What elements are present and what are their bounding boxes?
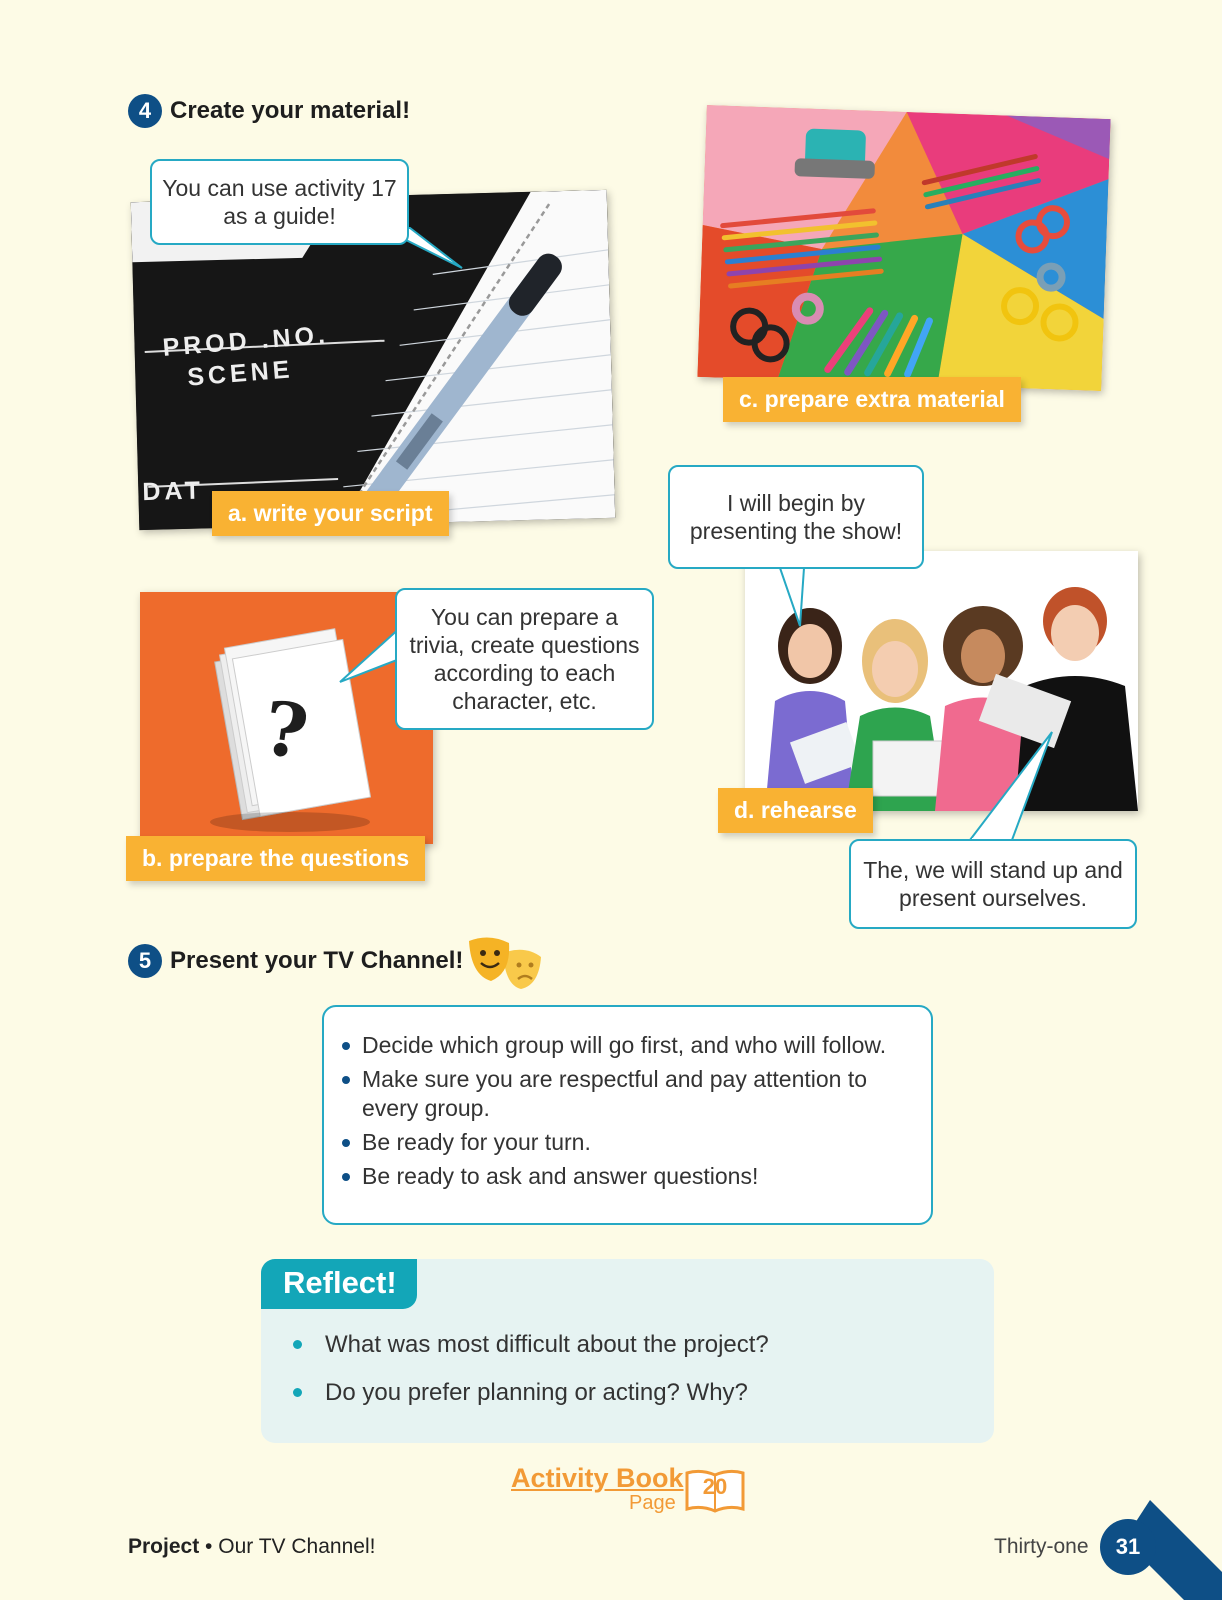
reflect-question: What was most difficult about the project? [291,1331,769,1359]
clapper-scene-text: SCENE [186,355,295,392]
activity-book-page-word: Page [629,1492,676,1514]
speech-bubble-begin: I will begin by presenting the show! [668,465,924,569]
footer-project-title: Our TV Channel! [218,1535,376,1558]
section-4-header [128,94,410,128]
reflect-title: Reflect! [261,1259,417,1309]
list-item: Decide which group will go first, and who will follow. [340,1031,911,1060]
step-number-badge: 4 [128,94,162,128]
speech-bubble-guide: You can use activity 17 as a guide! [150,159,409,245]
present-instructions-box [322,1005,933,1225]
footer-project-line [128,1535,375,1559]
clapper-date-text: DAT [142,476,205,507]
activity-book-label: Activity Book [511,1463,684,1493]
label-extra-material: c. prepare extra material [723,377,1021,422]
activity-book-page-number: 20 [702,1474,728,1499]
label-rehearse: d. rehearse [718,788,873,833]
section-5-title: Present your TV Channel! [170,947,464,974]
list-item: Be ready for your turn. [340,1128,911,1157]
label-prepare-questions: b. prepare the questions [126,836,425,881]
label-write-script: a. write your script [212,491,449,536]
clapper-prod-text: PROD .NO. [161,320,330,362]
bubble-tail-begin [770,566,830,630]
activity-book-link[interactable] [511,1463,751,1519]
reflect-question: Do you prefer planning or acting? Why? [291,1379,769,1407]
theater-masks-icon [465,935,545,991]
speech-bubble-stand: The, we will stand up and present ourselves. [849,839,1137,929]
reflect-panel [261,1259,994,1443]
step-number-badge: 5 [128,944,162,978]
section-5-header [128,944,463,978]
list-item: Be ready to ask and answer questions! [340,1162,911,1191]
footer-page-number: 31 [1100,1519,1156,1575]
footer-separator: • [205,1535,213,1558]
question-mark-glyph: ? [258,685,314,777]
footer-project-label: Project [128,1535,200,1558]
footer-page-word: Thirty-one [994,1535,1089,1558]
reflect-question-list [291,1331,769,1427]
present-instructions-list [340,1031,911,1191]
speech-bubble-trivia: You can prepare a trivia, create questions according to each character, etc. [395,588,654,730]
craft-illustration [697,105,1110,391]
bubble-tail-stand [968,730,1058,842]
section-4-title: Create your material! [170,97,411,124]
photo-craft-materials [697,105,1110,391]
list-item: Make sure you are respectful and pay attention to every group. [340,1065,911,1123]
